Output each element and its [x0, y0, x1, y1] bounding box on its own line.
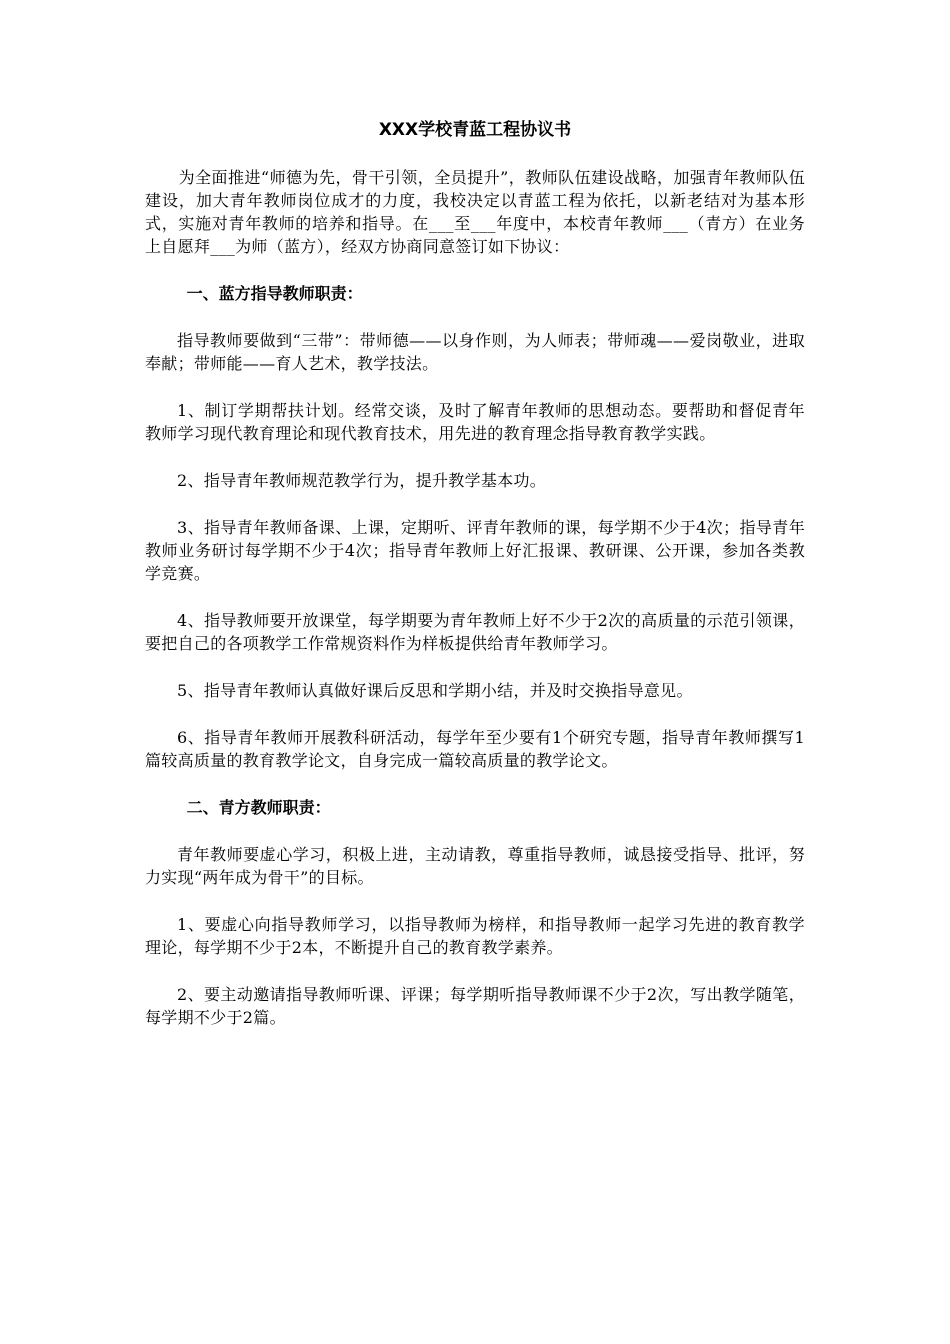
section-heading-mentee: 二、青方教师职责：: [186, 798, 331, 817]
mentor-paragraph: 6、指导青年教师开展教科研活动，每学年至少要有1个研究专题，指导青年教师撰写1篇较高质量的教育教学论文，自身完成一篇较高质量的教学论文。: [145, 728, 805, 770]
mentor-paragraph: 5、指导青年教师认真做好课后反思和学期小结，并及时交换指导意见。: [177, 681, 693, 700]
mentor-paragraph: 4、指导教师要开放课堂，每学期要为青年教师上好不少于2次的高质量的示范引领课，要把自己的各项教学工作常规资料作为样板提供给青年教师学习。: [145, 611, 805, 653]
document-title: XXX学校青蓝工程协议书: [378, 120, 572, 140]
mentor-paragraph: 2、指导青年教师规范教学行为，提升教学基本功。: [177, 471, 547, 490]
mentor-paragraph: 指导教师要做到“三带”：带师德——以身作则，为人师表；带师魂——爱岗敬业，进取奉献；带师能——育人艺术，教学技法。: [145, 331, 805, 373]
mentor-paragraph: 1、制订学期帮扶计划。经常交谈，及时了解青年教师的思想动态。要帮助和督促青年教师学习现代教育理论和现代教育技术，用先进的教育理念指导教育教学实践。: [145, 401, 805, 443]
section-heading-mentor: 一、蓝方指导教师职责：: [186, 284, 363, 303]
mentor-paragraph: 3、指导青年教师备课、上课，定期听、评青年教师的课，每学期不少于4次；指导青年教师业务研讨每学期不少于4次；指导青年教师上好汇报课、教研课、公开课，参加各类教学竞赛。: [145, 518, 805, 583]
mentee-paragraph: 青年教师要虚心学习，积极上进，主动请教，尊重指导教师，诚恳接受指导、批评，努力实现“两年成为骨干”的目标。: [145, 845, 805, 887]
mentee-paragraph: 1、要虚心向指导教师学习，以指导教师为榜样，和指导教师一起学习先进的教育教学理论，每学期不少于2本，不断提升自己的教育教学素养。: [145, 915, 805, 957]
mentee-paragraph: 2、要主动邀请指导教师听课、评课；每学期听指导教师课不少于2次，写出教学随笔，每学期不少于2篇。: [145, 985, 805, 1027]
intro-paragraph: 为全面推进“师德为先，骨干引领，全员提升”，教师队伍建设战略，加强青年教师队伍建设，加大青年教师岗位成才的力度，我校决定以青蓝工程为依托，以新老结对为基本形式，实施对青年教师的培养和指导。在___至___年度中，本校青年教师___（青方）在业务上自愿拜___为师（蓝方），经双方协商同意签订如下协议：: [145, 168, 805, 256]
document-page: [145, 118, 805, 1053]
